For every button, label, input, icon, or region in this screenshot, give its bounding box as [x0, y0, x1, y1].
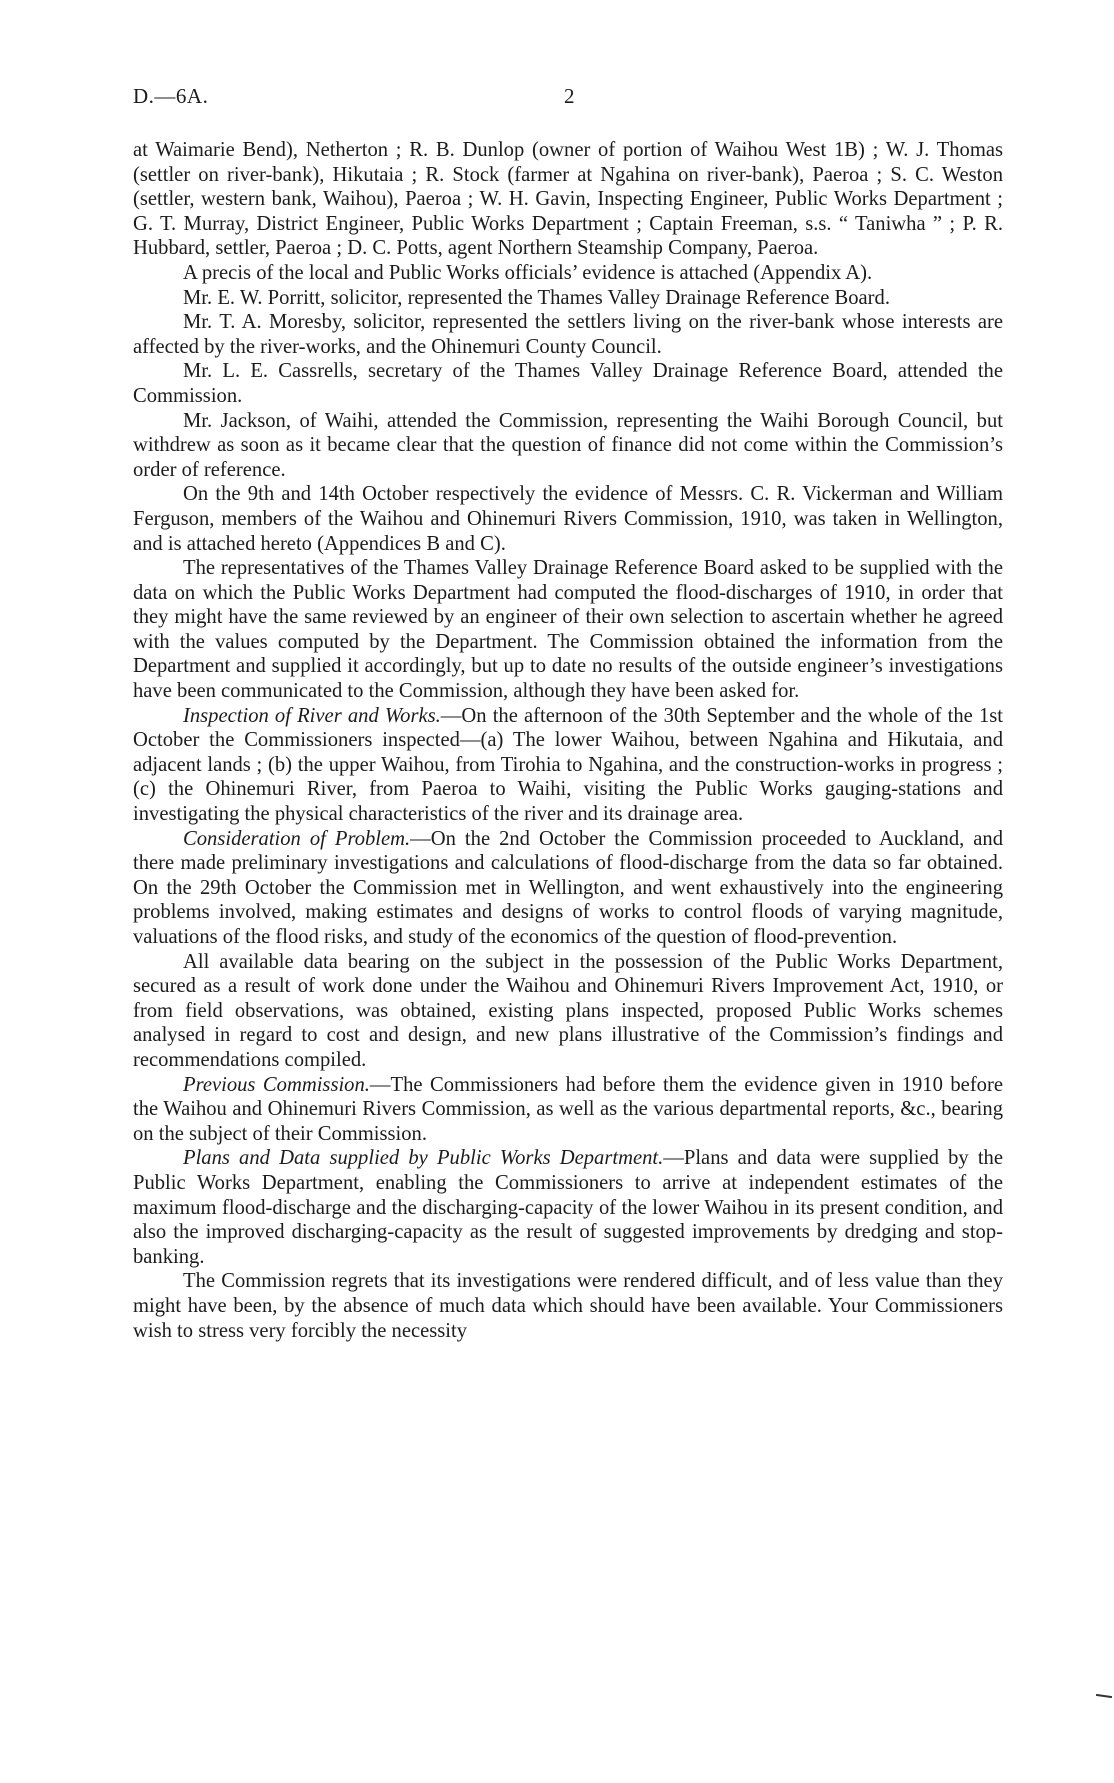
paragraph-available-data: All available data bearing on the subject in the possession of the Public Works Department, secured as a result of work done under the Waihou and Ohinemuri Rivers Improvement Act, 1910, or from field observations, was obtained, existing plans inspected, proposed Public Works schemes analysed in regard to cost and design, and new plans illustrative of the Commission’s findings and recommendations compiled.	[133, 950, 1003, 1071]
consideration-text: —On the 2nd October the Commission proceeded to Auckland, and there made preliminary investigations and calculations of flood-discharge from the data so far obtained. On the 29th October the Commission met in Wellington, and went exhaustively into the engineering problems involved, making estimates and designs of works to control floods of varying magnitude, valuations of the flood risks, and study of the economics of the question of flood-prevention.	[133, 827, 1003, 948]
plans-data-text: —Plans and data were supplied by the Public Works Department, enabling the Commissioners to arrive at independent estimates of the maximum flood-discharge and the discharging-capacity of the lower Waihou in its present condition, and also the improved discharging-capacity as the result of suggested improvements by dredging and stop-banking.	[133, 1147, 1003, 1268]
paragraph-plans-data	[133, 1146, 1003, 1269]
page-number: 2	[564, 84, 575, 108]
scan-mark	[1096, 1694, 1112, 1698]
previous-commission-heading: Previous Commission.	[183, 1073, 370, 1096]
paragraph-moresby: Mr. T. A. Moresby, solicitor, represented the settlers living on the river-bank whose interests are affected by the river-works, and the Ohinemuri County Council.	[133, 311, 1003, 358]
paragraph-evidence-wellington: On the 9th and 14th October respectively the evidence of Messrs. C. R. Vickerman and William Ferguson, members of the Waihou and Ohinemuri Rivers Commission, 1910, was taken in Wellington, and is attached hereto (Appendices B and C).	[133, 483, 1003, 555]
paragraph-previous-commission	[133, 1073, 1003, 1147]
body-text	[133, 138, 1003, 1343]
inspection-heading: Inspection of River and Works.	[183, 704, 441, 727]
paragraph-flood-data-request: The representatives of the Thames Valley Drainage Reference Board asked to be supplied with the data on which the Public Works Department had computed the flood-discharges of 1910, in order that they might have the same reviewed by an engineer of their own selection to ascertain whether he agreed with the values computed by the Department. The Commission obtained the information from the Department and supplied it accordingly, but up to date no results of the outside engineer’s investigations have been communicated to the Commission, although they have been asked for.	[133, 557, 1003, 703]
document-reference: D.—6A.	[133, 84, 209, 108]
inspection-text: —On the afternoon of the 30th September and the whole of the 1st October the Commissioners inspected—(a) The lower Waihou, between Ngahina and Hikutaia, and adjacent lands ; (b) the upper Waihou, from Tirohia to Ngahina, and the construction-works in progress ; (c) the Ohinemuri River, from Paeroa to Waihi, visiting the Public Works gauging-stations and investigating the physical characteristics of the river and its drainage area.	[133, 704, 1003, 826]
paragraph-porritt: Mr. E. W. Porritt, solicitor, represented the Thames Valley Drainage Reference Board.	[183, 286, 890, 309]
plans-data-heading: Plans and Data supplied by Public Works Department.	[183, 1147, 664, 1170]
paragraph-cassrells: Mr. L. E. Cassrells, secretary of the Thames Valley Drainage Reference Board, attended the Commission.	[133, 360, 1003, 407]
paragraph-witness-list: at Waimarie Bend), Netherton ; R. B. Dunlop (owner of portion of Waihou West 1B) ; W. J. Thomas (settler on river-bank), Hikutaia ; R. Stock (farmer at Ngahina on river-bank), Paeroa ; S. C. Weston (settler, western bank, Waihou), Paeroa ; W. H. Gavin, Inspecting Engineer, Public Works Department ; G. T. Murray, District Engineer, Public Works Department ; Captain Freeman, s.s. “ Taniwha ” ; P. R. Hubbard, settler, Paeroa ; D. C. Potts, agent Northern Steamship Company, Paeroa.	[133, 139, 1003, 260]
paragraph-consideration	[133, 827, 1003, 950]
paragraph-regrets: The Commission regrets that its investigations were rendered difficult, and of less value than they might have been, by the absence of much data which should have been available. Your Commissioners wish to stress very forcibly the necessity	[133, 1270, 1003, 1342]
consideration-heading: Consideration of Problem.	[183, 827, 411, 850]
paragraph-jackson: Mr. Jackson, of Waihi, attended the Commission, representing the Waihi Borough Council, but withdrew as soon as it became clear that the question of finance did not come within the Commission’s order of reference.	[133, 409, 1003, 481]
paragraph-inspection	[133, 704, 1003, 827]
paragraph-precis: A precis of the local and Public Works officials’ evidence is attached (Appendix A).	[183, 261, 873, 284]
previous-commission-text: —The Commissioners had before them the evidence given in 1910 before the Waihou and Ohinemuri Rivers Commission, as well as the various departmental reports, &c., bearing on the subject of their Commission.	[133, 1073, 1003, 1145]
